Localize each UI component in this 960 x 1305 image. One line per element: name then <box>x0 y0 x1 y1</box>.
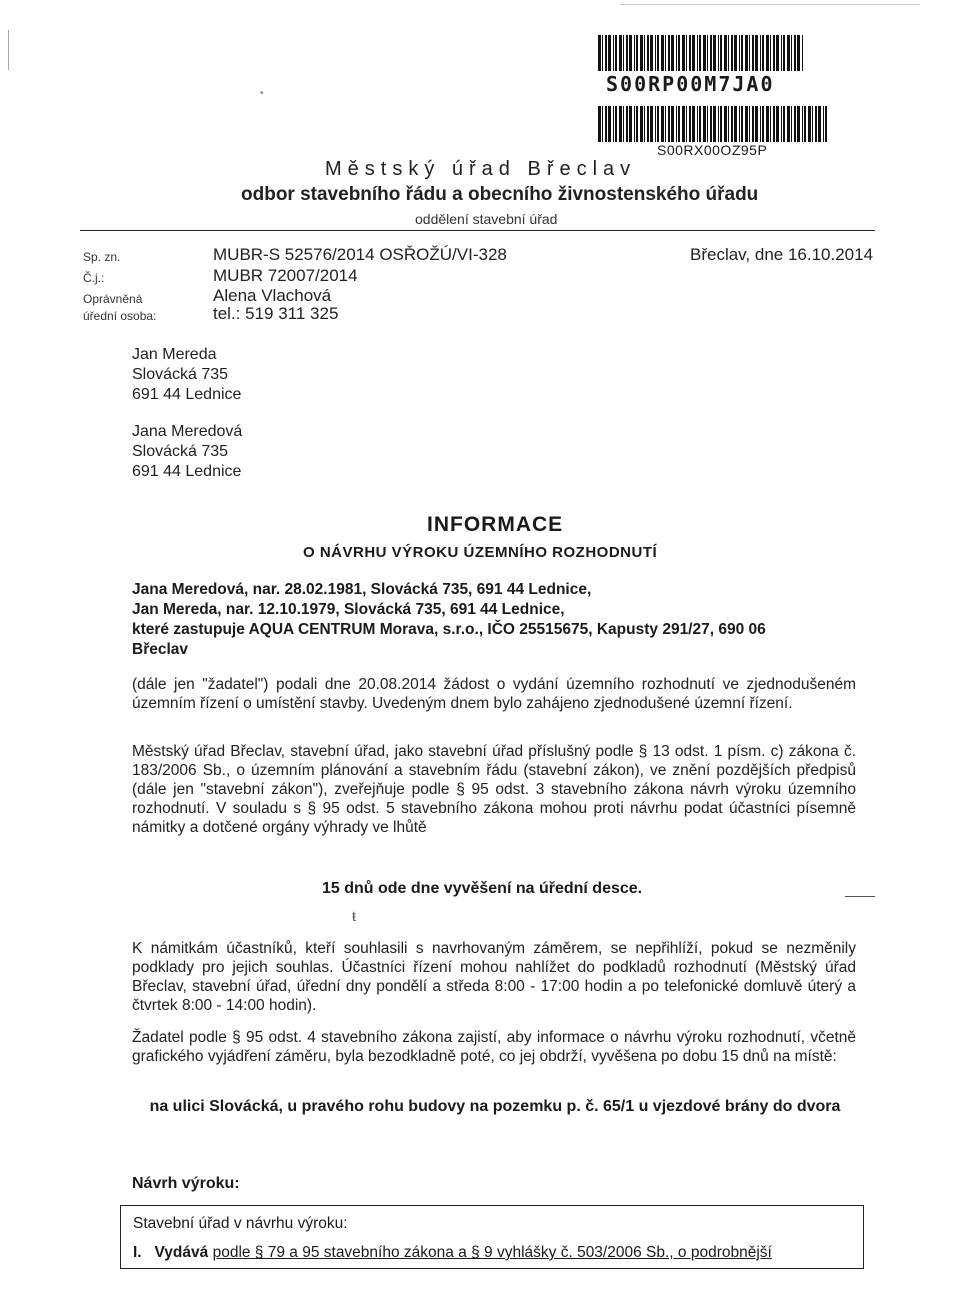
barcode-bar <box>655 35 656 71</box>
barcode-bar <box>661 35 664 71</box>
barcode-bar <box>629 35 632 71</box>
barcode-bar <box>710 35 712 71</box>
deadline-dash <box>845 896 875 897</box>
barcode-bar <box>728 106 729 142</box>
barcode-bar <box>689 106 691 142</box>
barcode-bar <box>676 35 677 71</box>
barcode-bar <box>699 35 701 71</box>
applicant-line: Jan Mereda, nar. 12.10.1979, Slovácká 735, 691 44 Lednice, <box>132 601 565 618</box>
barcode-bar <box>689 35 691 71</box>
barcode-bar <box>776 106 779 142</box>
barcode-bar <box>692 35 695 71</box>
barcode-bar <box>707 35 708 71</box>
barcode-bar <box>665 35 666 71</box>
barcode-bar <box>682 35 685 71</box>
barcode-bar <box>598 35 601 71</box>
barcode-bar <box>671 35 674 71</box>
barcode-bar <box>640 35 643 71</box>
barcode-bar <box>636 106 638 142</box>
barcode-bar <box>634 35 635 71</box>
barcode-bar <box>752 106 754 142</box>
barcode-bar <box>741 35 743 71</box>
barcode-bar <box>598 106 601 142</box>
barcode-bar <box>762 106 764 142</box>
barcode-bar <box>770 35 771 71</box>
barcode-bar <box>655 106 656 142</box>
verb-vydava: Vydává <box>154 1244 209 1261</box>
recipient-name: Jan Mereda <box>132 346 217 363</box>
barcode-bar <box>718 35 719 71</box>
barcode-bar <box>825 106 827 142</box>
document-subtitle: O NÁVRHU VÝROKU ÚZEMNÍHO ROZHODNUTÍ <box>303 544 658 561</box>
barcode-bar <box>644 106 645 142</box>
barcode-bar <box>724 35 727 71</box>
barcode-bar <box>734 35 737 71</box>
recipient-2 <box>132 422 242 482</box>
barcode-bar <box>791 106 792 142</box>
recipient-street: Slovácká 735 <box>132 443 229 460</box>
barcode-bar <box>760 35 761 71</box>
barcode-bar <box>707 106 708 142</box>
barcode-bar <box>605 106 607 142</box>
barcode-bar <box>615 106 617 142</box>
barcode-bar <box>626 106 628 142</box>
barcode-bar <box>661 106 664 142</box>
paragraph-posting: Žadatel podle § 95 odst. 4 stavebního zákona zajistí, aby informace o návrhu výroku rozhodnutí, včetně grafického vyjádření záměru, byla bezodkladně poté, co jej obdrží, vyvěšena po dobu 15 dnů na místě: <box>132 1029 856 1065</box>
barcode-bar <box>745 35 748 71</box>
barcode-bar <box>731 35 733 71</box>
barcode-bar <box>626 35 628 71</box>
barcode-bar <box>781 35 782 71</box>
barcode-bar <box>682 106 685 142</box>
barcode-bar <box>773 35 775 71</box>
barcode-bar <box>703 35 706 71</box>
barcode-bar <box>755 35 758 71</box>
barcode-bar <box>794 106 796 142</box>
proposal-box-line1: Stavební úřad v návrhu výroku: <box>133 1215 348 1232</box>
roman-numeral: I. <box>133 1244 142 1261</box>
barcode-bar <box>812 106 813 142</box>
barcode-bar <box>665 106 666 142</box>
barcode-bar <box>605 35 607 71</box>
barcode-bar <box>745 106 748 142</box>
barcode-bar <box>720 106 722 142</box>
barcode-second-text: S00RX00OZ95P <box>657 142 768 158</box>
proposal-box <box>120 1205 864 1269</box>
barcode-bar <box>783 35 785 71</box>
barcode-bar <box>686 35 687 71</box>
paragraph-application: (dále jen "žadatel") podali dne 20.08.2014 žádost o vydání územního rozhodnutí ve zjednodušeném územním řízení o umístění stavby. Uvedeným dnem bylo zahájeno zjednodušené územní řízení. <box>132 676 856 712</box>
recipient-city: 691 44 Lednice <box>132 386 242 403</box>
barcode-bar <box>613 106 614 142</box>
barcode-bar <box>640 106 643 142</box>
deadline: 15 dnů ode dne vyvěšení na úřední desce. <box>322 880 643 897</box>
cj-value: MUBR 72007/2014 <box>213 266 358 285</box>
barcode-bar <box>762 35 764 71</box>
stray-mark: ŧ <box>352 908 356 924</box>
barcode-bar <box>734 106 737 142</box>
barcode-bar <box>739 35 740 71</box>
barcode-bar <box>731 106 733 142</box>
legal-reference: podle § 79 a 95 stavebního zákona a § 9 vyhlášky č. 503/2006 Sb., o podrobnější <box>212 1244 772 1261</box>
proposal-heading: Návrh výroku: <box>132 1175 240 1192</box>
paragraph-objections: K námitkám účastníků, kteří souhlasili s navrhovaným záměrem, se nepřihlíží, pokud se nezměnily podklady pro jejich souhlas. Účastníci řízení mohou nahlížet do podkladů rozhodnutí (Městský úřad Břeclav, stavební úřad, úřední dny pondělí a středa 8:00 - 17:00 hodin a po telefonické domluvě úterý a čtvrtek 8:00 - 14:00 hodin). <box>132 940 856 1014</box>
scan-top-line <box>620 4 920 5</box>
barcode-bar <box>773 106 775 142</box>
header-rule <box>80 230 875 231</box>
barcode-bar <box>720 35 722 71</box>
barcode-bar <box>608 106 611 142</box>
recipient-city: 691 44 Lednice <box>132 463 242 480</box>
barcode-bar <box>776 35 779 71</box>
barcode-bar <box>671 106 674 142</box>
barcode-bar <box>650 35 653 71</box>
barcode-bar <box>724 106 727 142</box>
barcode-bar <box>703 106 706 142</box>
proposal-box-line2 <box>133 1244 772 1262</box>
applicants-block <box>132 580 872 660</box>
barcode-bar <box>766 106 769 142</box>
barcode-bar <box>713 35 716 71</box>
applicant-line: které zastupuje AQUA CENTRUM Morava, s.r.o., IČO 25515675, Kapusty 291/27, 690 06 <box>132 621 766 638</box>
barcode-bar <box>770 106 771 142</box>
cj-label: Č.j.: <box>83 271 105 285</box>
barcode-bar <box>686 106 687 142</box>
barcode-bar <box>802 106 803 142</box>
barcode-bar <box>823 106 824 142</box>
barcode-bar <box>808 106 811 142</box>
barcode-bar <box>678 35 680 71</box>
barcode-bar <box>752 35 754 71</box>
person-label-1: Oprávněná <box>83 292 143 306</box>
barcode-bar <box>647 106 649 142</box>
barcode-bar <box>668 35 670 71</box>
barcode-bar <box>804 106 806 142</box>
recipient-name: Jana Meredová <box>132 423 243 440</box>
barcode-bar <box>692 106 695 142</box>
barcode-bar <box>602 35 603 71</box>
barcode-top <box>598 35 808 71</box>
barcode-bar <box>802 35 803 71</box>
barcode-bar <box>634 106 635 142</box>
barcode-bar <box>644 35 645 71</box>
barcode-bar <box>619 35 622 71</box>
barcode-bar <box>781 106 782 142</box>
department-name: odbor stavebního řádu a obecního živnostenského úřadu <box>241 184 759 205</box>
barcode-bar <box>619 106 622 142</box>
barcode-bar <box>818 106 821 142</box>
barcode-bar <box>739 106 740 142</box>
applicant-line: Břeclav <box>132 641 189 658</box>
barcode-bar <box>718 106 719 142</box>
place-date: Břeclav, dne 16.10.2014 <box>690 245 874 264</box>
barcode-bar <box>728 35 729 71</box>
barcode-bar <box>787 106 790 142</box>
barcode-top-text: S00RP00M7JA0 <box>606 72 775 96</box>
applicant-line: Jana Meredová, nar. 28.02.1981, Slovácká 735, 691 44 Lednice, <box>132 581 592 598</box>
office-name: Městský úřad Břeclav <box>325 158 637 180</box>
barcode-bar <box>749 106 750 142</box>
barcode-bar <box>676 106 677 142</box>
barcode-bar <box>697 106 698 142</box>
barcode-bar <box>797 106 800 142</box>
barcode-bar <box>678 106 680 142</box>
barcode-bar <box>741 106 743 142</box>
spzn-label: Sp. zn. <box>83 250 121 264</box>
barcode-bar <box>787 35 790 71</box>
barcode-bar <box>710 106 712 142</box>
person-value: Alena Vlachová <box>213 286 332 305</box>
barcode-bar <box>657 106 659 142</box>
person-label-2: úřední osoba: <box>83 309 157 323</box>
barcode-bar <box>623 106 624 142</box>
scan-edge-line <box>8 30 9 70</box>
barcode-bar <box>755 106 758 142</box>
barcode-bar <box>602 106 603 142</box>
barcode-bar <box>613 35 614 71</box>
recipient-1 <box>132 345 241 405</box>
posting-place: na ulici Slovácká, u pravého rohu budovy na pozemku p. č. 65/1 u vjezdové brány do dvora <box>149 1098 841 1115</box>
barcode-bar <box>657 35 659 71</box>
barcode-bar <box>650 106 653 142</box>
barcode-second <box>598 106 830 142</box>
barcode-bar <box>749 35 750 71</box>
recipient-street: Slovácká 735 <box>132 366 229 383</box>
barcode-bar <box>623 35 624 71</box>
barcode-bar <box>766 35 769 71</box>
barcode-bar <box>699 106 701 142</box>
barcode-bar <box>713 106 716 142</box>
document-title: INFORMACE <box>427 513 564 536</box>
barcode-bar <box>783 106 785 142</box>
barcode-bar <box>629 106 632 142</box>
barcode-bar <box>608 35 611 71</box>
stray-dot: • <box>260 88 264 99</box>
barcode-bar <box>615 35 617 71</box>
paragraph-authority: Městský úřad Břeclav, stavební úřad, jako stavební úřad příslušný podle § 13 odst. 1 písm. c) zákona č. 183/2006 Sb., o územním plánování a stavebním řádu (stavební zákon), ve znění pozdějších předpisů (dále jen "stavební zákon"), zveřejňuje podle § 95 odst. 3 stavebního zákona návrh výroku územního rozhodnutí. V souladu s § 95 odst. 5 stavebního zákona mohou proti návrhu podat účastníci písemně námitky a dotčené orgány výhrady ve lhůtě <box>132 743 856 836</box>
barcode-bar <box>697 35 698 71</box>
barcode-bar <box>668 106 670 142</box>
barcode-bar <box>797 35 800 71</box>
section-name: oddělení stavební úřad <box>415 211 558 227</box>
tel-value: tel.: 519 311 325 <box>213 304 339 323</box>
barcode-bar <box>791 35 792 71</box>
barcode-bar <box>815 106 817 142</box>
barcode-bar <box>647 35 649 71</box>
barcode-bar <box>636 35 638 71</box>
barcode-bar <box>794 35 796 71</box>
spzn-value: MUBR-S 52576/2014 OSŘOŽÚ/VI-328 <box>213 245 507 264</box>
barcode-bar <box>760 106 761 142</box>
